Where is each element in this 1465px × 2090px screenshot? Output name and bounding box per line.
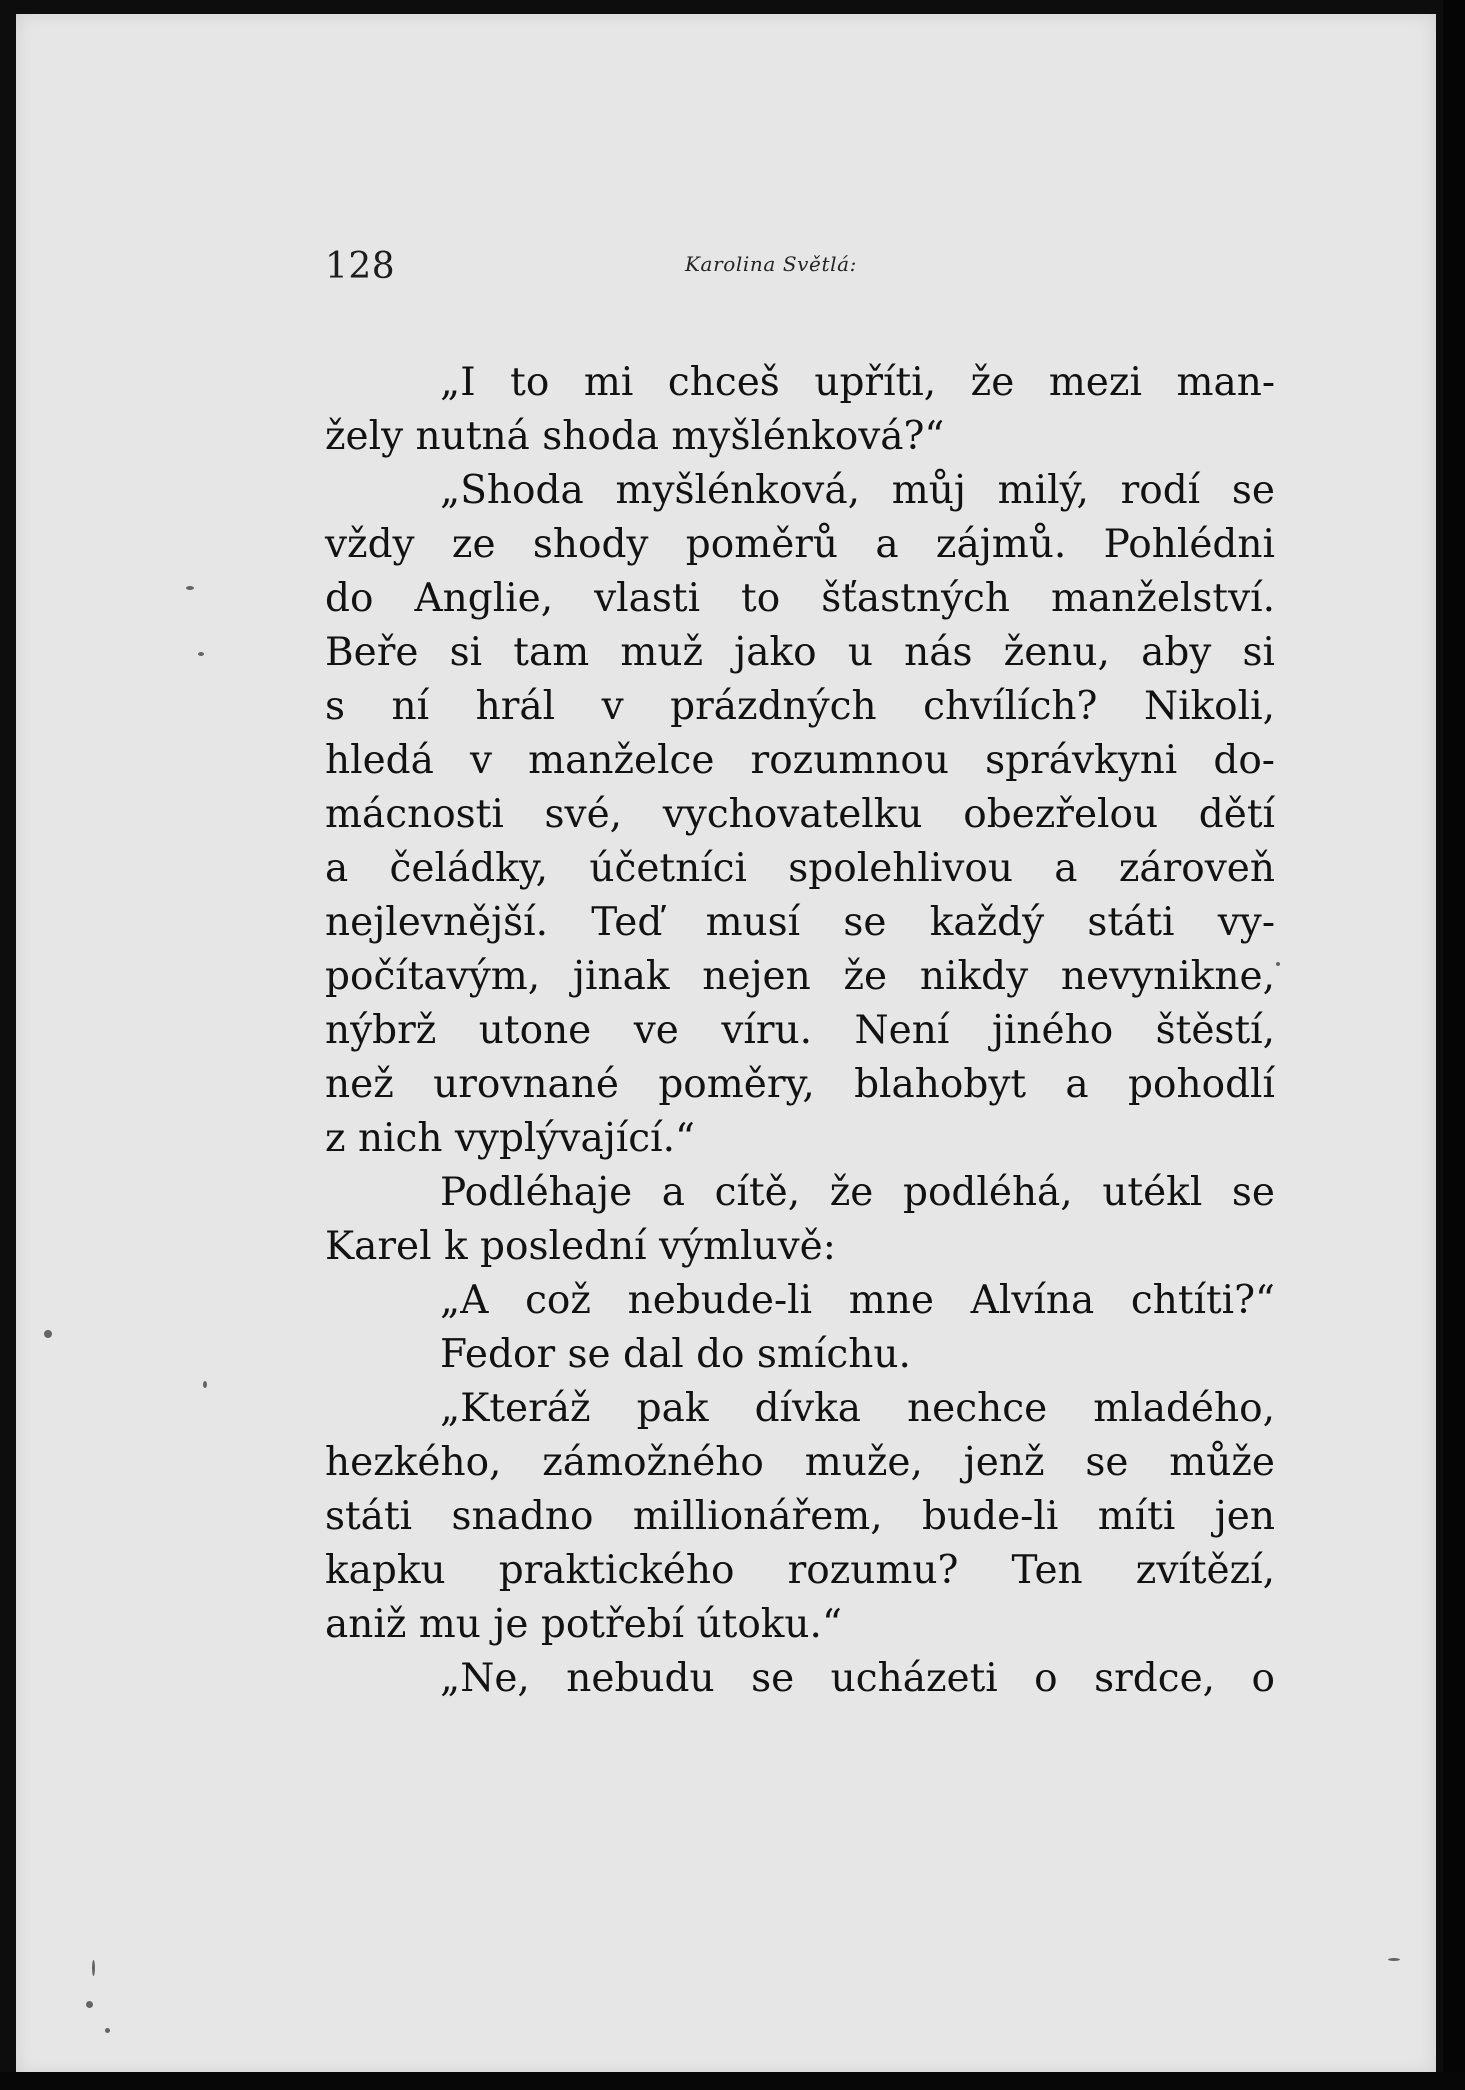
text-line: Beře si tam muž jako u nás ženu, aby si — [325, 630, 1275, 675]
running-head: Karolina Světlá: — [685, 252, 857, 276]
text-line: „A což nebude-li mne Alvína chtíti?“ — [440, 1278, 1275, 1323]
scan-speck — [1388, 1958, 1400, 1961]
scan-bottom-edge — [0, 2072, 1465, 2090]
scan-speck — [198, 652, 204, 656]
text-line: než urovnané poměry, blahobyt a pohodlí — [325, 1062, 1275, 1107]
text-line: s ní hrál v prázdných chvílích? Nikoli, — [325, 684, 1275, 729]
text-line: nýbrž utone ve víru. Není jiného štěstí, — [325, 1008, 1275, 1053]
scan-speck — [203, 1381, 207, 1388]
text-line: žely nutná shoda myšlénková?“ — [325, 414, 945, 459]
text-line: počítavým, jinak nejen že nikdy nevynikne, — [325, 954, 1275, 999]
text-line: „I to mi chceš upříti, že mezi man- — [440, 360, 1275, 405]
text-line: státi snadno millionářem, bude-li míti jen — [325, 1494, 1275, 1539]
text-line: do Anglie, vlasti to šťastných manželství. — [325, 576, 1275, 621]
text-line: vždy ze shody poměrů a zájmů. Pohlédni — [325, 522, 1275, 567]
body-text — [325, 356, 1275, 1706]
scan-right-edge — [1443, 0, 1465, 2090]
page-header — [325, 242, 975, 292]
scan-speck — [186, 586, 194, 590]
text-line: Fedor se dal do smíchu. — [440, 1332, 911, 1377]
scan-speck — [92, 1960, 95, 1976]
text-line: z nich vyplývající.“ — [325, 1116, 695, 1161]
scan-speck — [86, 2001, 93, 2008]
text-line: „Ne, nebudu se ucházeti o srdce, o — [440, 1656, 1275, 1701]
text-line: Karel k poslední výmluvě: — [325, 1224, 836, 1269]
text-line: „Kteráž pak dívka nechce mladého, — [440, 1386, 1275, 1431]
text-line: hledá v manželce rozumnou správkyni do- — [325, 738, 1275, 783]
text-line: aniž mu je potřebí útoku.“ — [325, 1602, 842, 1647]
text-line: a čeládky, účetníci spolehlivou a zároveň — [325, 846, 1275, 891]
scan-speck — [44, 1330, 52, 1338]
text-line: mácnosti své, vychovatelku obezřelou dětí — [325, 792, 1275, 837]
text-line: kapku praktického rozumu? Ten zvítězí, — [325, 1548, 1275, 1593]
text-line: hezkého, zámožného muže, jenž se může — [325, 1440, 1275, 1485]
text-line: „Shoda myšlénková, můj milý, rodí se — [440, 468, 1275, 513]
text-line: nejlevnější. Teď musí se každý státi vy- — [325, 900, 1275, 945]
scan-speck — [1276, 962, 1280, 966]
text-line: Podléhaje a cítě, že podléhá, utékl se — [440, 1170, 1275, 1215]
page-number: 128 — [325, 246, 396, 287]
scan-speck — [105, 2028, 110, 2033]
